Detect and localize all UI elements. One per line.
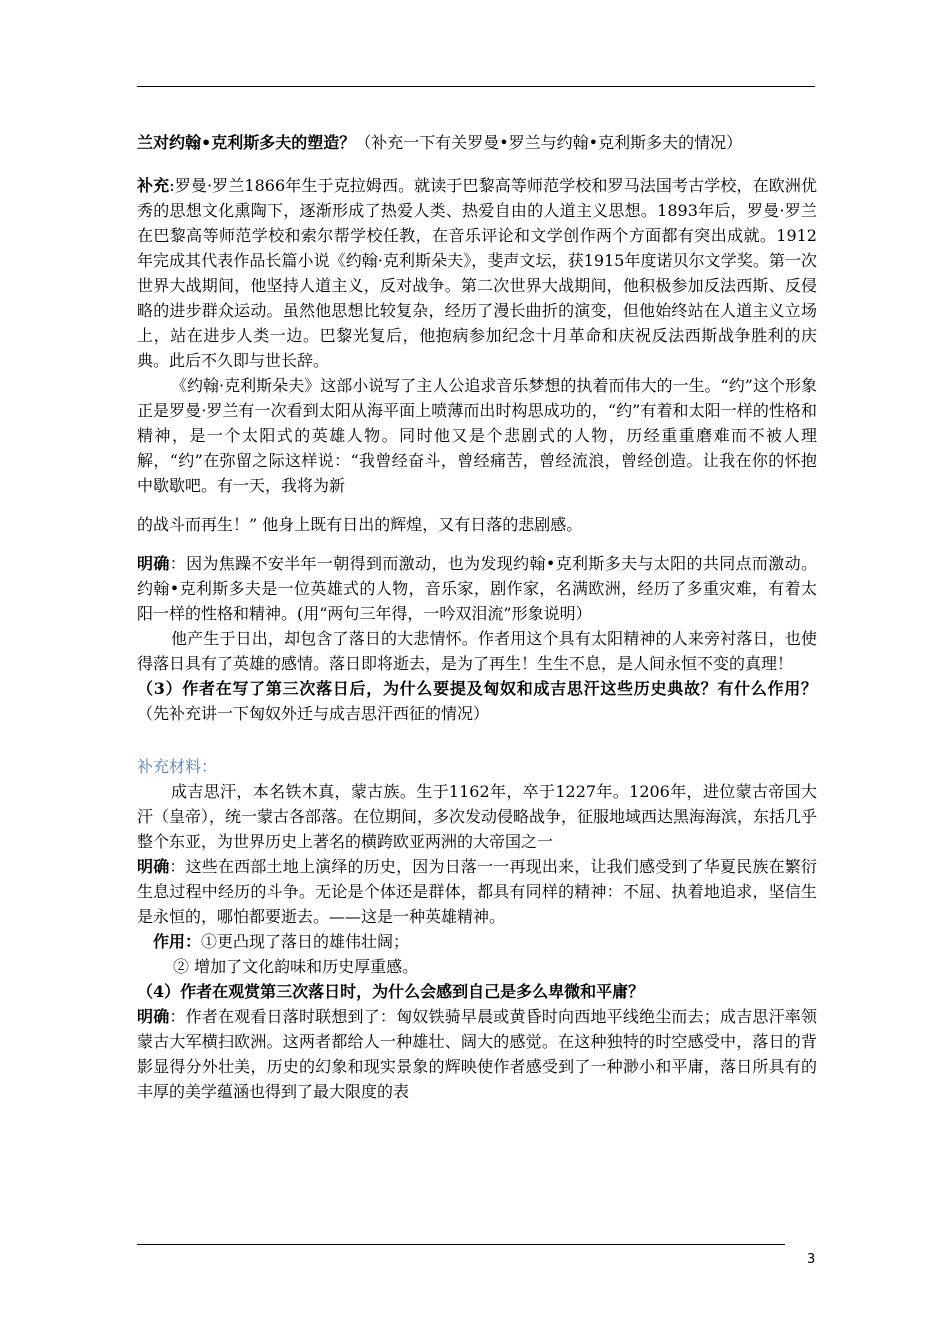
- paragraph-rebirth-quote: 的战斗而再生！” 他身上既有日出的辉煌，又有日落的悲剧感。: [137, 515, 583, 534]
- question-3-note: （先补充讲一下匈奴外迁与成吉思汗西征的情况）: [137, 704, 490, 723]
- effect-item-1: ①更凸现了落日的雄伟壮阔；: [201, 932, 410, 951]
- paragraph-jean-christophe: 《约翰·克利斯朵夫》这部小说写了主人公追求音乐梦想的执着而伟大的一生。“约”这个形象正是罗曼·罗兰有一次看到太阳从海平面上喷薄而出时构思成功的，“约”有着和太阳一样的性格和精神，是一个太阳式的英雄人物。同时他又是个悲剧式的人物，历经重重磨难而不被人理解，“约”在弥留之际这样说：“我曾经奋斗，曾经痛苦，曾经流浪，曾经创造。让我在你的怀抱中歇歇吧。有一天，我将为新: [137, 376, 817, 495]
- page-number: 3: [807, 1252, 816, 1267]
- paragraph-supplement-romain-rolland: [137, 173, 817, 373]
- answer-label: 明确: [137, 554, 170, 573]
- paragraph-answer-3: [137, 1004, 817, 1104]
- paragraph-effect-1: [137, 929, 817, 954]
- effect-label: 作用：: [153, 932, 202, 951]
- paragraph-sunset-hero: 他产生于日出，却包含了落日的大悲情怀。作者用这个具有太阳精神的人来旁衬落日，也使得落日具有了英雄的感情。落日即将逝去，是为了再生！生生不息，是人间永恒不变的真理！: [137, 629, 817, 673]
- header-rule: [137, 86, 815, 87]
- paragraph-answer-2: [137, 854, 817, 929]
- paragraph-genghis-khan: 成吉思汗，本名铁木真，蒙古族。生于1162年，卒于1227年。1206年，进位蒙古帝国大汗（皇帝），统一蒙古各部落。在位期间，多次发动侵略战争，征服地域西达黑海海滨，东括几乎整个东亚，为世界历史上著名的横跨欧亚两洲的大帝国之一: [137, 782, 818, 851]
- supplement-material-heading: 补充材料：: [137, 757, 218, 776]
- supplement-text: :罗曼·罗兰1866年生于克拉姆西。就读于巴黎高等师范学校和罗马法国考古学校，在欧洲优秀的思想文化熏陶下，逐渐形成了热爱人类、热爱自由的人道主义思想。1893年后，罗曼·罗兰在巴黎高等师范学校和索尔帮学校任教，在音乐评论和文学创作两个方面都有突出成就。1912年完成其代表作品长篇小说《约翰·克利斯朵夫》，斐声文坛，获1915年度诺贝尔文学奖。第一次世界大战期间，他坚持人道主义，反对战争。第二次世界大战期间，他积极参加反法西斯、反侵略的进步群众运动。虽然他思想比较复杂，经历了漫长曲折的演变，但他始终站在人道主义立场上，站在进步人类一边。巴黎光复后，他抱病参加纪念十月革命和庆祝反法西斯战争胜利的庆典。此后不久即与世长辞。: [137, 176, 817, 370]
- paragraph-answer-1: [137, 551, 817, 626]
- paragraph-question-2-continued: [137, 122, 817, 164]
- question-note: （补充一下有关罗曼•罗兰与约翰•克利斯多夫的情况）: [355, 133, 743, 152]
- answer-text: ：这些在西部土地上演绎的历史，因为日落一一再现出来，让我们感受到了华夏民族在繁衍生息过程中经历的斗争。无论是个体还是群体，都具有同样的精神：不屈、执着地追求，坚信生是永恒的，哪怕都要逝去。——这是一种英雄精神。: [137, 857, 817, 926]
- paragraph-effect-2: ② 增加了文化韵味和历史厚重感。: [173, 957, 419, 976]
- answer-text: ：作者在观看日落时联想到了：匈奴铁骑早晨或黄昏时向西地平线绝尘而去；成吉思汗率领蒙古大军横扫欧洲。这两者都给人一种雄壮、阔大的感觉。在这种独特的时空感受中，落日的背影显得分外壮美，历史的幻象和现实景象的辉映使作者感受到了一种渺小和平庸，落日所具有的丰厚的美学蕴涵也得到了最大限度的表: [137, 1007, 817, 1101]
- paragraph-question-4: （4）作者在观赏第三次落日时，为什么会感到自己是多么卑微和平庸？: [137, 982, 645, 1001]
- answer-label: 明确: [137, 1007, 170, 1026]
- footer-rule: [137, 1244, 785, 1245]
- document-body: [137, 122, 817, 1104]
- answer-label: 明确: [137, 857, 170, 876]
- question-text: 兰对约翰•克利斯多夫的塑造？: [137, 133, 356, 152]
- paragraph-question-3: [137, 676, 817, 726]
- answer-text: ：因为焦躁不安半年一朝得到而激动，也为发现约翰•克利斯多夫与太阳的共同点而激动。约翰•克利斯多夫是一位英雄式的人物，音乐家，剧作家，名满欧洲，经历了多重灾难，有着太阳一样的性格和精神。(用“两句三年得，一吟双泪流”形象说明）: [137, 554, 817, 623]
- supplement-label: 补充: [137, 176, 170, 195]
- question-3-text: （3）作者在写了第三次落日后，为什么要提及匈奴和成吉思汗这些历史典故？有什么作用？: [137, 679, 817, 698]
